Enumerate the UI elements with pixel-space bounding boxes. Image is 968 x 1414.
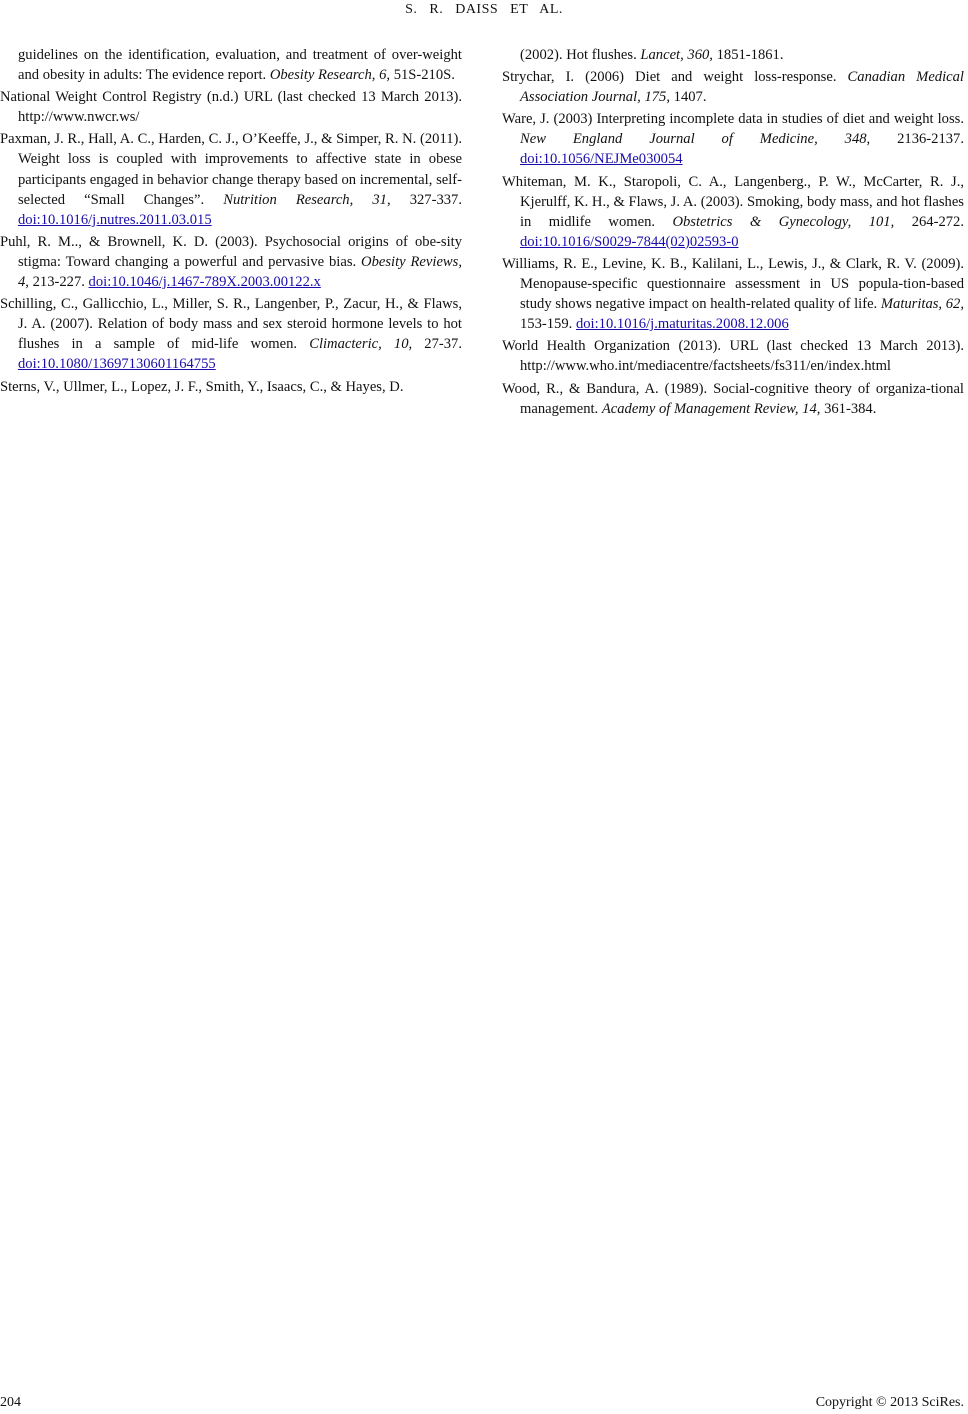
reference-pages: 153-159.	[520, 316, 576, 333]
reference-entry	[502, 45, 964, 65]
reference-text: Sterns, V., Ullmer, L., Lopez, J. F., Smith, Y., Isaacs, C., & Hayes, D.	[0, 378, 404, 395]
doi-link[interactable]: doi:10.1080/13697130601164755	[18, 356, 216, 373]
reference-pages: 1851-1861.	[712, 47, 784, 63]
reference-entry	[0, 129, 462, 229]
reference-text: World Health Organization (2013). URL (last checked 13 March 2013). http://www.who.int/mediacentre/factsheets/fs311/en/index.html	[502, 338, 964, 375]
reference-pages: 51S-210S.	[390, 67, 455, 84]
reference-journal: Obstetrics & Gynecology, 101,	[672, 213, 895, 230]
reference-entry	[0, 232, 462, 292]
reference-entry	[0, 294, 462, 374]
copyright-notice: Copyright © 2013 SciRes.	[815, 1395, 964, 1410]
reference-entry	[502, 254, 964, 334]
reference-text: Wood, R., & Bandura, A. (1989). Social-cognitive theory of organiza-tional management.	[502, 380, 964, 417]
reference-entry	[502, 109, 964, 169]
reference-text: Ware, J. (2003) Interpreting incomplete data in studies of diet and weight loss.	[502, 111, 964, 128]
reference-entry	[502, 67, 964, 107]
doi-link[interactable]: doi:10.1016/S0029-7844(02)02593-0	[520, 233, 739, 250]
reference-journal: Academy of Management Review, 14,	[601, 400, 821, 417]
doi-link[interactable]: doi:10.1016/j.maturitas.2008.12.006	[575, 316, 789, 333]
reference-entry	[502, 336, 964, 376]
reference-pages: 1407.	[670, 89, 707, 106]
reference-pages: 27-37.	[412, 336, 462, 353]
reference-entry	[502, 172, 964, 252]
reference-text: Puhl, R. M.., & Brownell, K. D. (2003). Psychosocial origins of obe-sity stigma: Toward changing a powerful and pervasive bias.	[0, 233, 462, 270]
references-left-column	[0, 45, 462, 399]
references-right-column	[502, 45, 964, 421]
running-header: S. R. DAISS ET AL.	[405, 2, 563, 17]
doi-link[interactable]: doi:10.1016/j.nutres.2011.03.015	[18, 211, 212, 228]
reference-entry	[0, 45, 462, 85]
reference-entry	[0, 87, 462, 127]
reference-journal: Lancet, 360,	[640, 47, 713, 63]
reference-text: Schilling, C., Gallicchio, L., Miller, S. R., Langenber, P., Zacur, H., & Flaws, J. A. (2007). Relation of body mass and sex steroid hormone levels to hot flushes in a sample of mid-life women.	[0, 296, 462, 353]
reference-pages: 327-337.	[390, 191, 462, 208]
reference-pages: 361-384.	[820, 400, 877, 417]
reference-pages: 264-272.	[894, 213, 964, 230]
reference-journal: Nutrition Research, 31,	[223, 191, 391, 208]
doi-link[interactable]: doi:10.1046/j.1467-789X.2003.00122.x	[88, 274, 321, 291]
reference-entry	[502, 379, 964, 419]
reference-text: Paxman, J. R., Hall, A. C., Harden, C. J., O’Keeffe, J., & Simper, R. N. (2011). Weight loss is coupled with improvements to affective state in obese participants engaged in behavior change therapy based on incremental, self-selected “Small Changes”.	[0, 131, 462, 208]
reference-journal: Canadian Medical Association Journal, 175,	[520, 69, 964, 106]
page-number: 204	[0, 1395, 21, 1410]
reference-entry	[0, 377, 462, 397]
reference-journal: Maturitas, 62,	[880, 296, 964, 313]
reference-pages: 2136-2137.	[870, 131, 964, 148]
doi-link[interactable]: doi:10.1056/NEJMe030054	[520, 151, 683, 168]
reference-journal: Obesity Reviews, 4,	[18, 253, 462, 291]
reference-journal: Obesity Research, 6,	[269, 67, 391, 84]
reference-text: National Weight Control Registry (n.d.) URL (last checked 13 March 2013). http://www.nwcr.ws/	[0, 89, 462, 126]
reference-pages: 213-227.	[28, 274, 89, 291]
reference-text: guidelines on the identification, evaluation, and treatment of over-weight and obesity in adults: The evidence report.	[18, 47, 462, 84]
reference-journal: Climacteric, 10,	[309, 336, 413, 353]
reference-text: Williams, R. E., Levine, K. B., Kalilani, L., Lewis, J., & Clark, R. V. (2009). Menopause-specific questionnaire assessment in US popula-tion-based study shows negative impact on health-related quality of life.	[502, 255, 964, 313]
reference-text: (2002). Hot flushes.	[520, 47, 641, 63]
reference-journal: New England Journal of Medicine, 348,	[520, 131, 871, 148]
reference-text: Whiteman, M. K., Staropoli, C. A., Langenberg., P. W., McCarter, R. J., Kjerulff, K. H., & Flaws, J. A. (2003). Smoking, body mass, and hot flashes in midlife women.	[502, 173, 964, 230]
reference-text: Strychar, I. (2006) Diet and weight loss-response.	[502, 69, 848, 86]
